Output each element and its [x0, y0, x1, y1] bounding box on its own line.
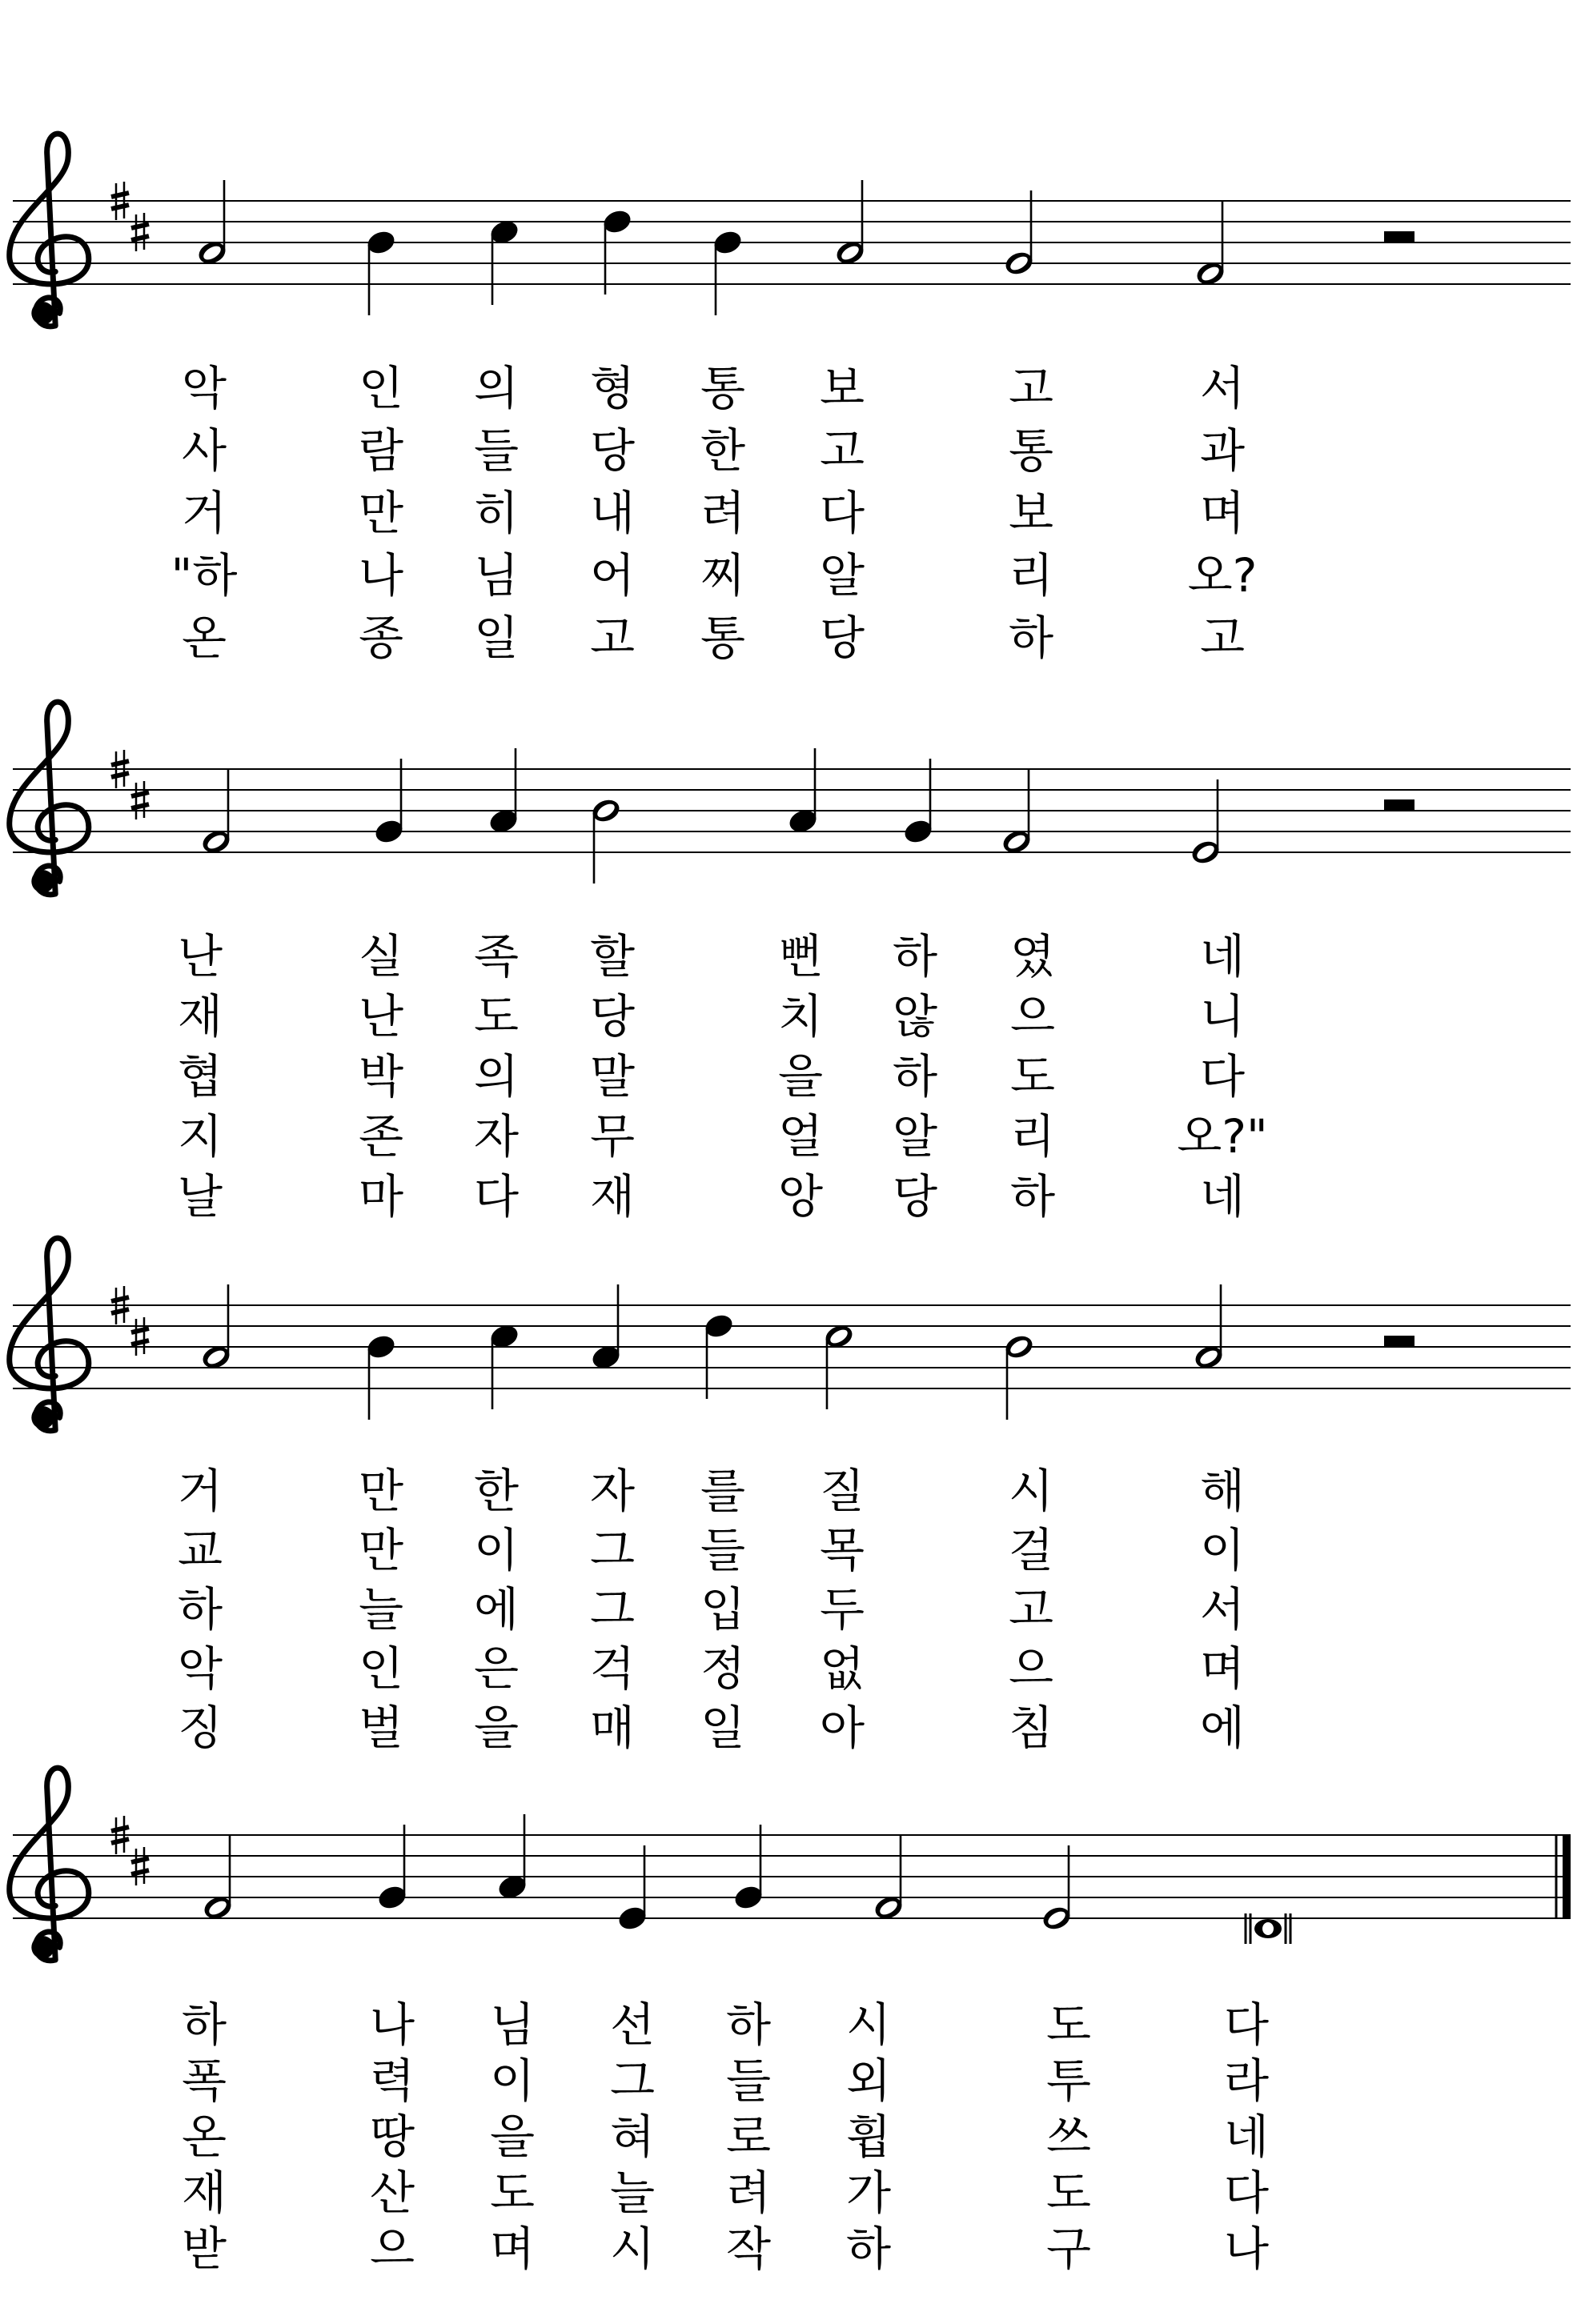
lyric-syllable: 에: [473, 1582, 520, 1637]
lyric-syllable: 온: [181, 2110, 227, 2164]
lyric-syllable: 을: [489, 2110, 536, 2164]
note: [488, 218, 521, 305]
note: [590, 1284, 623, 1372]
lyric-syllable: 으: [369, 2222, 415, 2276]
lyric-syllable: 하: [177, 1582, 223, 1637]
treble-clef-icon: [10, 134, 89, 327]
lyric-syllable: 질: [819, 1464, 865, 1518]
lyric-syllable: 에: [1199, 1701, 1246, 1755]
lyric-syllable: 통: [700, 611, 746, 665]
lyric-syllable: 벌: [358, 1701, 404, 1755]
clef-tail-dot: [31, 1936, 54, 1959]
sharp-icon: [131, 1847, 149, 1885]
treble-clef-icon: [10, 1238, 89, 1431]
note: [1384, 799, 1414, 810]
lyric-syllable: 혀: [609, 2110, 656, 2164]
staff-system: [10, 1768, 1571, 2276]
lyric-syllable: 들: [473, 423, 520, 478]
lyric-syllable: 산: [369, 2166, 415, 2220]
lyric-syllable: 해: [1199, 1464, 1246, 1518]
lyric-syllable: 도: [1009, 1049, 1056, 1104]
lyric-syllable: 종: [358, 611, 404, 665]
lyric-syllable: 재: [177, 989, 223, 1044]
lyric-syllable: 날: [177, 1169, 223, 1224]
note: [1003, 1332, 1036, 1420]
lyric-syllable: 징: [177, 1701, 223, 1755]
sharp-icon: [131, 1317, 149, 1356]
lyric-syllable: "하: [171, 548, 238, 603]
lyric-syllable: 를: [700, 1464, 746, 1518]
lyric-syllable: 박: [358, 1049, 404, 1104]
lyric-syllable: 알: [819, 548, 865, 603]
lyric-syllable: 교: [177, 1523, 223, 1577]
lyric-syllable: 력: [369, 2054, 415, 2108]
lyric-syllable: 악: [181, 361, 227, 415]
lyric-syllable: 두: [819, 1582, 865, 1637]
lyric-syllable: 이: [473, 1523, 520, 1577]
treble-clef-icon: [10, 702, 89, 895]
note: [1384, 231, 1414, 242]
lyric-syllable: 자: [473, 1109, 520, 1164]
lyric-syllable: 하: [181, 1997, 227, 2052]
lyric-syllable: 이: [489, 2054, 536, 2108]
note: [732, 1825, 765, 1912]
lyric-syllable: 얼: [777, 1109, 824, 1164]
lyric-syllable: 거: [181, 486, 227, 540]
lyric-syllable: 내: [589, 486, 636, 540]
lyric-syllable: 으: [1008, 1641, 1054, 1696]
lyric-syllable: 걸: [1008, 1523, 1054, 1577]
lyric-syllable: 사: [181, 423, 227, 478]
lyric-syllable: 과: [1199, 423, 1246, 478]
sharp-icon: [131, 213, 149, 251]
lyric-syllable: 보: [1008, 486, 1054, 540]
lyric-syllable: 다: [1223, 1997, 1270, 2052]
lyric-syllable: 찌: [700, 548, 746, 603]
lyric-syllable: 였: [1009, 929, 1056, 984]
note: [787, 748, 820, 835]
lyric-syllable: 니: [1199, 989, 1246, 1044]
note: [365, 1332, 398, 1420]
lyric-syllable: 며: [1199, 1641, 1246, 1696]
lyric-syllable: 나: [369, 1997, 415, 2052]
lyric-syllable: 할: [589, 929, 636, 984]
lyric-syllable: 고: [1199, 611, 1246, 665]
treble-clef-icon: [10, 1768, 89, 1961]
note: [712, 228, 744, 315]
lyric-syllable: 쓰: [1045, 2110, 1092, 2164]
lyric-syllable: 당: [819, 611, 865, 665]
lyric-syllable: 하: [892, 1049, 938, 1104]
lyric-syllable: 도: [489, 2166, 536, 2220]
lyric-syllable: 악: [177, 1641, 223, 1696]
lyric-syllable: 람: [358, 423, 404, 478]
lyric-syllable: 도: [473, 989, 520, 1044]
lyric-syllable: 폭: [181, 2054, 227, 2108]
half-rest-icon: [1384, 231, 1414, 242]
lyric-syllable: 족: [473, 929, 520, 984]
lyric-syllable: 하: [725, 1997, 772, 2052]
lyric-syllable: 한: [700, 423, 746, 478]
lyric-syllable: 들: [725, 2054, 772, 2108]
lyric-syllable: 없: [819, 1641, 865, 1696]
lyric-syllable: 다: [1223, 2166, 1270, 2220]
lyric-syllable: 치: [777, 989, 824, 1044]
note: [823, 1322, 856, 1409]
lyric-syllable: 외: [845, 2054, 892, 2108]
lyric-syllable: 목: [819, 1523, 865, 1577]
lyric-syllable: 도: [1045, 1997, 1092, 2052]
half-rest-icon: [1384, 1336, 1414, 1346]
lyric-syllable: 늘: [609, 2166, 656, 2220]
note: [200, 769, 233, 856]
lyric-syllable: 당: [589, 989, 636, 1044]
lyric-syllable: 앙: [777, 1169, 824, 1224]
lyric-syllable: 통: [700, 361, 746, 415]
lyric-syllable: 을: [777, 1049, 824, 1104]
lyric-syllable: 며: [1199, 486, 1246, 540]
lyric-syllable: 알: [892, 1109, 938, 1164]
lyric-syllable: 나: [1223, 2222, 1270, 2276]
staff-system: [10, 702, 1571, 1224]
lyric-syllable: 그: [609, 2054, 656, 2108]
final-barline: [1563, 1835, 1571, 1918]
lyric-syllable: 으: [1009, 989, 1056, 1044]
lyric-syllable: 나: [358, 548, 404, 603]
lyric-syllable: 도: [1045, 2166, 1092, 2220]
note: [365, 228, 398, 315]
lyric-syllable: 작: [725, 2222, 772, 2276]
lyric-syllable: 님: [489, 1997, 536, 2052]
lyric-syllable: 하: [1009, 1169, 1056, 1224]
lyric-syllable: 시: [609, 2222, 656, 2276]
lyric-syllable: 아: [819, 1701, 865, 1755]
note: [373, 759, 406, 846]
note: [1001, 769, 1033, 856]
lyric-syllable: 의: [473, 1049, 520, 1104]
lyric-syllable: 일: [473, 611, 520, 665]
clef-tail-dot: [31, 1406, 54, 1429]
lyric-syllable: 받: [181, 2222, 227, 2276]
lyric-syllable: 네: [1199, 929, 1246, 984]
note: [1190, 779, 1222, 867]
note: [1384, 1336, 1414, 1346]
lyric-syllable: 며: [489, 2222, 536, 2276]
lyric-syllable: 시: [1008, 1464, 1054, 1518]
lyric-syllable: 당: [892, 1169, 938, 1224]
note: [1041, 1845, 1073, 1933]
lyric-syllable: 려: [700, 486, 746, 540]
lyric-syllable: 오?: [1187, 548, 1258, 603]
lyric-syllable: 침: [1008, 1701, 1054, 1755]
lyric-syllable: 서: [1199, 1582, 1246, 1637]
lyric-syllable: 존: [358, 1109, 404, 1164]
lyric-syllable: 로: [725, 2110, 772, 2164]
lyric-syllable: 땅: [369, 2110, 415, 2164]
note: [496, 1814, 529, 1901]
lyric-syllable: 온: [181, 611, 227, 665]
lyric-syllable: 리: [1008, 548, 1054, 603]
lyric-syllable: 만: [358, 1523, 404, 1577]
lyric-syllable: 일: [700, 1701, 746, 1755]
note: [488, 1322, 521, 1409]
lyric-syllable: 고: [1008, 1582, 1054, 1637]
lyric-syllable: 난: [358, 989, 404, 1044]
lyric-syllable: 마: [358, 1169, 404, 1224]
lyric-syllable: 님: [473, 548, 520, 603]
lyric-syllable: 어: [589, 548, 636, 603]
lyric-syllable: 리: [1009, 1109, 1056, 1164]
lyric-syllable: 늘: [358, 1582, 404, 1637]
lyric-syllable: 다: [1199, 1049, 1246, 1104]
lyric-syllable: 시: [845, 1997, 892, 2052]
note: [873, 1835, 905, 1922]
lyric-syllable: 을: [473, 1701, 520, 1755]
lyric-syllable: 재: [181, 2166, 227, 2220]
lyric-syllable: 라: [1223, 2054, 1270, 2108]
lyric-syllable: 려: [725, 2166, 772, 2220]
lyric-syllable: 다: [819, 486, 865, 540]
note: [601, 207, 634, 295]
note: [1193, 1284, 1226, 1372]
lyric-syllable: 재: [589, 1169, 636, 1224]
lyric-syllable: 거: [177, 1464, 223, 1518]
lyric-syllable: 실: [358, 929, 404, 984]
lyric-syllable: 들: [700, 1523, 746, 1577]
lyric-syllable: 이: [1199, 1523, 1246, 1577]
note: [703, 1312, 736, 1399]
lyric-syllable: 만: [358, 1464, 404, 1518]
lyric-syllable: 투: [1045, 2054, 1092, 2108]
note: [488, 748, 520, 835]
lyric-syllable: 지: [177, 1109, 223, 1164]
lyric-syllable: 선: [609, 1997, 656, 2052]
lyric-syllable: 보: [819, 361, 865, 415]
lyric-syllable: 하: [892, 929, 938, 984]
lyric-syllable: 네: [1223, 2110, 1270, 2164]
lyric-syllable: 인: [358, 1641, 404, 1696]
note: [590, 796, 623, 884]
lyric-syllable: 인: [358, 361, 404, 415]
note: [616, 1845, 649, 1933]
clef-tail-dot: [31, 302, 54, 325]
half-rest-icon: [1384, 799, 1414, 810]
lyric-syllable: 하: [1008, 611, 1054, 665]
lyric-syllable: 정: [700, 1641, 746, 1696]
note: [1194, 201, 1227, 288]
note: [902, 759, 935, 846]
lyric-syllable: 고: [589, 611, 636, 665]
lyric-syllable: 말: [589, 1049, 636, 1104]
note: [202, 1835, 235, 1922]
lyric-syllable: 그: [589, 1582, 636, 1637]
staff-system: [10, 1238, 1571, 1755]
lyric-syllable: 형: [589, 361, 636, 415]
staff-system: [10, 134, 1571, 665]
note: [200, 1284, 233, 1372]
clef-tail-dot: [31, 870, 54, 893]
note: [196, 180, 229, 267]
lyric-syllable: 고: [819, 423, 865, 478]
lyric-syllable: 않: [892, 989, 938, 1044]
lyric-syllable: 자: [589, 1464, 636, 1518]
lyric-syllable: 매: [589, 1701, 636, 1755]
lyric-syllable: 뻔: [777, 929, 824, 984]
lyric-syllable: 네: [1199, 1169, 1246, 1224]
lyric-syllable: 서: [1199, 361, 1246, 415]
lyric-syllable: 통: [1008, 423, 1054, 478]
lyric-syllable: 만: [358, 486, 404, 540]
lyric-syllable: 오?": [1177, 1109, 1268, 1164]
lyric-syllable: 고: [1008, 361, 1054, 415]
lyric-syllable: 구: [1045, 2222, 1092, 2276]
lyric-syllable: 다: [473, 1169, 520, 1224]
lyric-syllable: 입: [700, 1582, 746, 1637]
lyric-syllable: 한: [473, 1464, 520, 1518]
lyric-syllable: 난: [177, 929, 223, 984]
lyric-syllable: 당: [589, 423, 636, 478]
note: [834, 180, 867, 267]
lyric-syllable: 그: [589, 1523, 636, 1577]
sharp-icon: [131, 781, 149, 819]
lyric-syllable: 걱: [589, 1641, 636, 1696]
note: [376, 1825, 409, 1912]
lyric-syllable: 무: [589, 1109, 636, 1164]
note: [1003, 190, 1036, 278]
lyric-syllable: 히: [473, 486, 520, 540]
lyric-syllable: 협: [177, 1049, 223, 1104]
lyric-syllable: 의: [473, 361, 520, 415]
lyric-syllable: 가: [845, 2166, 892, 2220]
lyric-syllable: 하: [845, 2222, 892, 2276]
lyric-syllable: 은: [473, 1641, 520, 1696]
lyric-syllable: 휩: [845, 2110, 892, 2164]
